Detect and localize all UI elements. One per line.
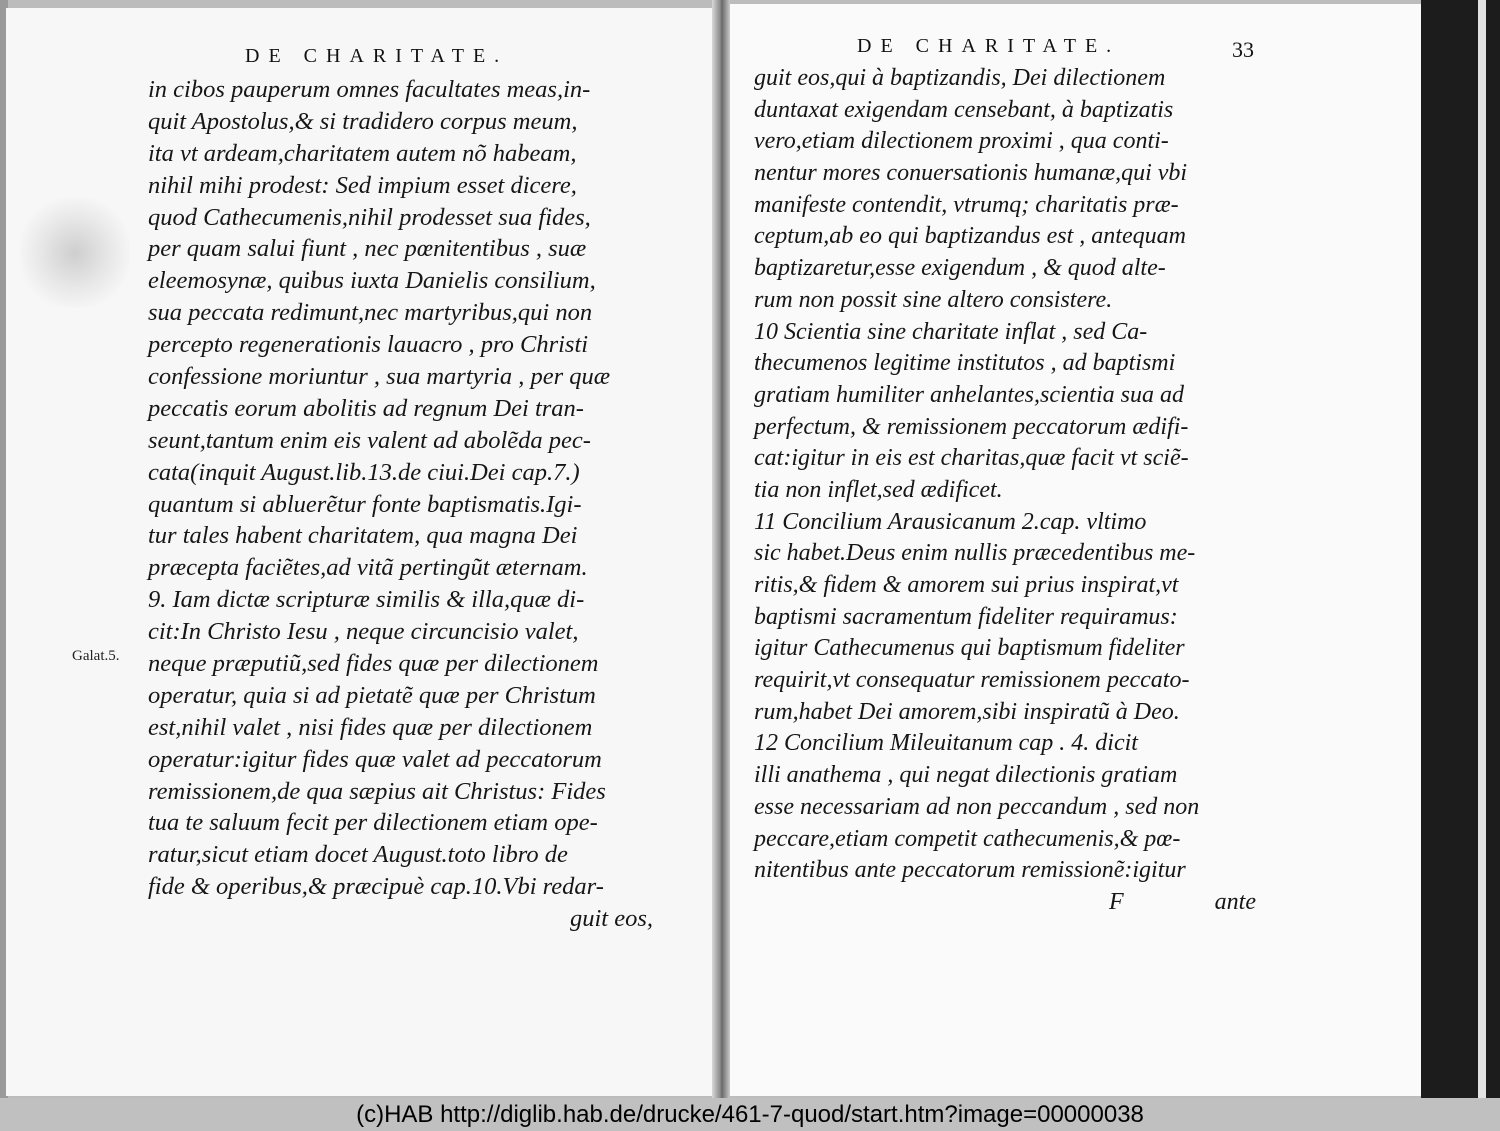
footer-credit: (c)HAB http://diglib.hab.de/drucke/461-7-quod/start.htm?image=00000038 <box>356 1100 1144 1128</box>
text-line: guit eos,qui à baptizandis, Dei dilectionem <box>754 65 1166 91</box>
left-text-column <box>148 74 653 935</box>
text-line: sua peccata redimunt,nec martyribus,qui non <box>148 299 593 327</box>
catchword: guit eos, <box>569 905 653 933</box>
text-line: sic habet.Deus enim nullis præcedentibus me- <box>754 540 1196 567</box>
text-line: baptismi sacramentum fideliter requiramus: <box>754 603 1178 630</box>
text-line: gratiam humiliter anhelantes,scientia sua ad <box>754 381 1184 408</box>
text-line: 11 Concilium Arausicanum 2.cap. vltimo <box>754 508 1147 535</box>
text-line: confessione moriuntur , sua martyria , per quæ <box>148 363 611 391</box>
text-line: requirit,vt consequatur remissionem peccato- <box>754 667 1190 694</box>
text-line: duntaxat exigendam censebant, à baptizatis <box>754 96 1174 123</box>
text-line: esse necessariam ad non peccandum , sed non <box>754 793 1200 820</box>
text-line: tur tales habent charitatem, qua magna Dei <box>148 522 578 550</box>
text-line: remissionem,de qua sæpius ait Christus: Fides <box>148 777 606 805</box>
text-line: rum,habet Dei amorem,sibi inspiratũ à Deo. <box>754 698 1180 725</box>
footer-bar <box>0 1098 1500 1131</box>
signature-mark: F <box>1109 888 1124 915</box>
text-line: peccare,etiam competit cathecumenis,& pœ- <box>754 825 1181 852</box>
text-line: igitur Cathecumenus qui baptismum fideliter <box>754 635 1185 662</box>
ink-smudge <box>20 198 130 308</box>
text-line: quantum si abluerẽtur fonte baptismatis.Igi- <box>148 490 582 518</box>
text-line: perfectum, & remissionem peccatorum ædifi- <box>754 413 1189 440</box>
text-line: 9. Iam dictæ scripturæ similis & illa,quæ di- <box>148 586 585 614</box>
right-edge-strip <box>1478 0 1486 1098</box>
right-text-column <box>754 63 1256 919</box>
page-number: 33 <box>1232 37 1254 62</box>
text-line: ita vt ardeam,charitatem autem nõ habeam, <box>148 139 577 167</box>
text-line: cat:igitur in eis est charitas,quæ facit vt sciẽ- <box>754 445 1189 472</box>
text-line: tua te saluum fecit per dilectionem etiam ope- <box>148 809 598 837</box>
text-line: 12 Concilium Mileuitanum cap . 4. dicit <box>754 730 1138 757</box>
text-line: operatur, quia si ad pietatẽ quæ per Christum <box>148 681 596 709</box>
text-line: baptizaretur,esse exigendum , & quod alte- <box>754 255 1166 282</box>
text-line: 10 Scientia sine charitate inflat , sed Ca- <box>754 318 1148 345</box>
text-line: seunt,tantum enim eis valent ad abolẽda pec- <box>148 426 591 454</box>
text-line: thecumenos legitime institutos , ad baptismi <box>754 350 1176 377</box>
running-head-right: DE CHARITATE. <box>857 35 1121 57</box>
margin-note: Galat.5. <box>72 648 120 664</box>
text-line: neque præputiũ,sed fides quæ per dilectionem <box>148 650 599 678</box>
text-line: cit:In Christo Iesu , neque circuncisio valet, <box>148 618 579 646</box>
text-line: cata(inquit August.lib.13.de ciui.Dei cap.7.) <box>148 458 580 486</box>
text-line: præcepta faciẽtes,ad vitã pertingũt æternam. <box>148 554 588 582</box>
running-head-left: DE CHARITATE. <box>245 45 509 67</box>
text-line: eleemosynæ, quibus iuxta Danielis consilium, <box>148 267 596 295</box>
text-line: fide & operibus,& præcipuè cap.10.Vbi redar- <box>148 873 604 901</box>
text-line: nihil mihi prodest: Sed impium esset dicere, <box>148 171 577 199</box>
text-line: in cibos pauperum omnes facultates meas,in- <box>148 76 591 103</box>
text-line: quod Cathecumenis,nihil prodesset sua fides, <box>148 203 591 231</box>
text-line: peccatis eorum abolitis ad regnum Dei tran- <box>148 394 584 422</box>
text-line: manifeste contendit, vtrumq; charitatis præ- <box>754 191 1179 218</box>
right-edge-dark <box>1421 0 1500 1098</box>
text-line: nitentibus ante peccatorum remissionẽ:igitur <box>754 857 1186 884</box>
text-line: rum non possit sine altero consistere. <box>754 286 1113 313</box>
text-line: illi anathema , qui negat dilectionis gratiam <box>754 762 1178 789</box>
book-gutter <box>712 0 730 1098</box>
text-line: ceptum,ab eo qui baptizandus est , antequam <box>754 223 1186 250</box>
text-line: per quam salui fiunt , nec pœnitentibus , suæ <box>148 235 587 263</box>
text-line: ritis,& fidem & amorem sui prius inspirat,vt <box>754 572 1179 598</box>
signature-line <box>754 887 1256 919</box>
text-line: quit Apostolus,& si tradidero corpus meum, <box>148 107 578 135</box>
text-line: percepto regenerationis lauacro , pro Christi <box>148 331 589 359</box>
text-line: vero,etiam dilectionem proximi , qua conti- <box>754 128 1169 155</box>
text-line: operatur:igitur fides quæ valet ad peccatorum <box>148 745 602 773</box>
catchword: ante <box>1214 888 1256 915</box>
text-line: tia non inflet,sed ædificet. <box>754 476 1003 503</box>
text-line: ratur,sicut etiam docet August.toto libro de <box>148 841 568 869</box>
text-line: est,nihil valet , nisi fides quæ per dilectionem <box>148 713 593 741</box>
text-line: nentur mores conuersationis humanæ,qui vbi <box>754 160 1188 187</box>
